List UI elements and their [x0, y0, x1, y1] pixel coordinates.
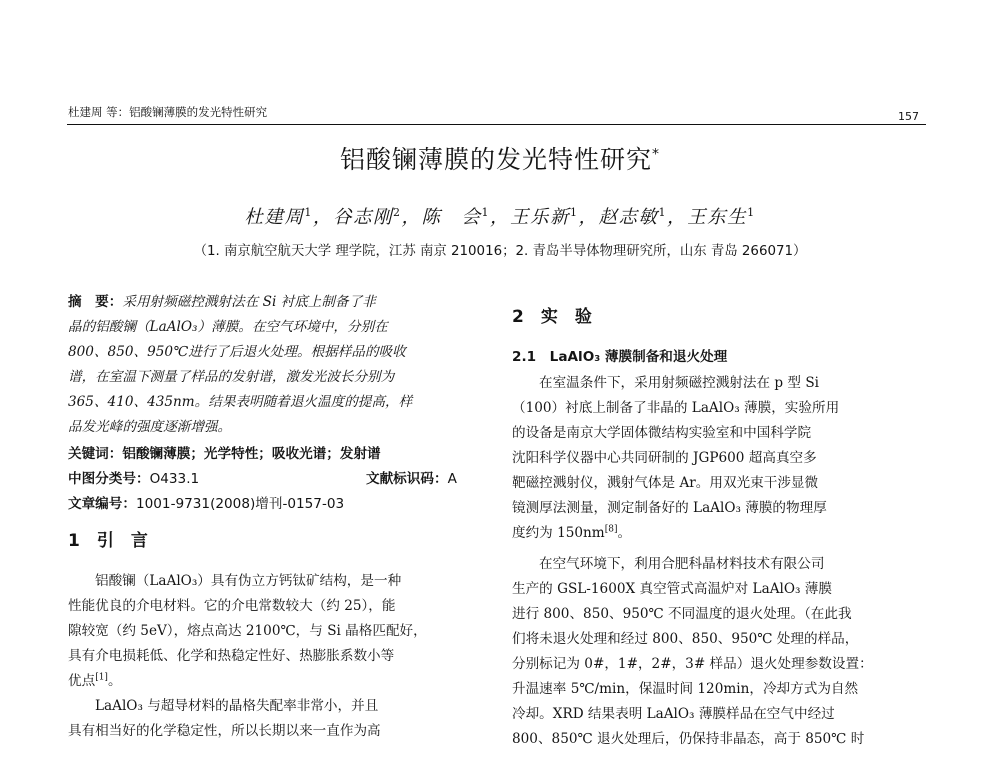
- body-line: 的设备是南京大学固体微结构实验室和中国科学院: [512, 425, 812, 441]
- body-line: 800、850℃ 退火处理后，仍保持非晶态，高于 850℃ 时: [512, 731, 865, 747]
- intro-line: 性能优良的介电材料。它的介电常数较大（约 25），能: [68, 598, 396, 614]
- keywords: [68, 442, 381, 462]
- clc-value: O433.1: [149, 471, 200, 487]
- body-line: 在室温条件下，采用射频磁控溅射法在 p 型 Si: [539, 375, 820, 391]
- paper-title: [0, 140, 1000, 176]
- section-heading-experiment: 2 实 验: [512, 307, 592, 327]
- author-affiliation: 1: [658, 205, 668, 219]
- body-line: 们将未退火处理和经过 800、850、950℃ 处理的样品，: [512, 631, 859, 647]
- abstract-line: 品发光峰的强度逐渐增强。: [68, 419, 232, 435]
- body-line: 冷却。XRD 结果表明 LaAlO₃ 薄膜样品在空气中经过: [512, 706, 835, 722]
- title-footnote-mark: *: [652, 146, 660, 163]
- author-affiliation: 2: [392, 205, 402, 219]
- abstract-line: [68, 290, 376, 310]
- author-separator: ，: [667, 207, 688, 228]
- doc-code-label: 文献标识码：: [366, 471, 448, 487]
- classification-line: [68, 467, 478, 487]
- intro-text: 。: [107, 673, 122, 689]
- article-no-label: 文章编号：: [68, 496, 136, 512]
- intro-line: 铝酸镧（LaAlO₃）具有伪立方钙钛矿结构，是一种: [95, 573, 402, 589]
- doc-code: [366, 467, 457, 487]
- body-text: 度约为 150nm: [512, 525, 605, 541]
- section-heading-introduction: 1 引 言: [68, 531, 148, 551]
- clc-label: 中图分类号：: [68, 471, 150, 487]
- body-line: 沈阳科学仪器中心共同研制的 JGP600 超高真空多: [512, 450, 817, 466]
- author: 赵志敏: [598, 207, 659, 228]
- body-line: 镜测厚法测量，测定制备好的 LaAlO₃ 薄膜的物理厚: [512, 500, 827, 516]
- abstract-line: 800、850、950℃进行了后退火处理。根据样品的吸收: [68, 344, 406, 360]
- keywords-label: 关键词：: [68, 446, 123, 462]
- citation: [8]: [604, 524, 618, 535]
- body-line: [512, 521, 631, 541]
- body-line: 在空气环境下，利用合肥科晶材料技术有限公司: [539, 556, 825, 572]
- body-line: 升温速率 5℃/min，保温时间 120min，冷却方式为自然: [512, 681, 859, 697]
- intro-text: 优点: [68, 673, 96, 689]
- keywords-text: 铝酸镧薄膜；光学特性；吸收光谱；发射谱: [122, 446, 381, 462]
- author-separator: ，: [578, 207, 599, 228]
- abstract-line: 晶的铝酸镧（LaAlO₃）薄膜。在空气环境中，分别在: [68, 319, 388, 335]
- article-no-value: 1001-9731(2008)增刊-0157-03: [135, 496, 345, 512]
- author: 谷志刚: [332, 207, 393, 228]
- author: 陈 会: [421, 207, 482, 228]
- intro-line: 具有介电损耗低、化学和热稳定性好、热膨胀系数小等: [68, 648, 395, 664]
- subsection-heading: 2.1 LaAlO₃ 薄膜制备和退火处理: [512, 349, 728, 365]
- author: 杜建周: [244, 207, 305, 228]
- abstract-text: 采用射频磁控溅射法在 Si 衬底上制备了非: [122, 294, 376, 310]
- author-affiliation: 1: [747, 205, 756, 219]
- doc-code-value: A: [447, 471, 457, 487]
- affiliation: （1. 南京航空航天大学 理学院，江苏 南京 210016；2. 青岛半导体物理研究所，山东 青岛 266071）: [193, 244, 807, 259]
- abstract-line: 谱，在室温下测量了样品的发射谱，激发光波长分别为: [68, 369, 395, 385]
- author-affiliation: 1: [304, 205, 313, 219]
- body-line: 靶磁控溅射仪，溅射气体是 Ar。用双光束干涉显微: [512, 475, 819, 491]
- body-line: 进行 800、850、950℃ 不同温度的退火处理。（在此我: [512, 606, 852, 622]
- header-rule: [67, 124, 926, 125]
- intro-line: 具有相当好的化学稳定性，所以长期以来一直作为高: [68, 723, 381, 739]
- citation: [1]: [95, 672, 108, 683]
- author-separator: ，: [489, 207, 510, 228]
- author-separator: ，: [312, 207, 333, 228]
- article-number: [68, 492, 344, 512]
- author: 王东生: [687, 207, 748, 228]
- body-line: 分别标记为 0#，1#，2#，3# 样品）退火处理参数设置：: [512, 656, 873, 672]
- author-separator: ，: [401, 207, 422, 228]
- intro-line: [68, 669, 122, 689]
- author-list: [0, 203, 1000, 229]
- body-line: 生产的 GSL-1600X 真空管式高温炉对 LaAlO₃ 薄膜: [512, 581, 832, 597]
- author: 王乐新: [510, 207, 571, 228]
- running-head: 杜建周 等：铝酸镧薄膜的发光特性研究: [68, 105, 268, 119]
- body-line: （100）衬底上制备了非晶的 LaAlO₃ 薄膜，实验所用: [512, 400, 840, 416]
- author-affiliation: 1: [570, 205, 579, 219]
- title-text: 铝酸镧薄膜的发光特性研究: [339, 145, 652, 174]
- author-affiliation: 1: [481, 205, 490, 219]
- body-text: 。: [617, 525, 632, 541]
- page-number: 157: [898, 110, 919, 123]
- abstract-label: 摘 要：: [68, 294, 123, 310]
- intro-line: LaAlO₃ 与超导材料的晶格失配率非常小，并且: [95, 698, 379, 714]
- intro-line: 隙较宽（约 5eV），熔点高达 2100℃，与 Si 晶格匹配好，: [68, 623, 427, 639]
- abstract-line: 365、410、435nm。结果表明随着退火温度的提高，样: [68, 394, 413, 410]
